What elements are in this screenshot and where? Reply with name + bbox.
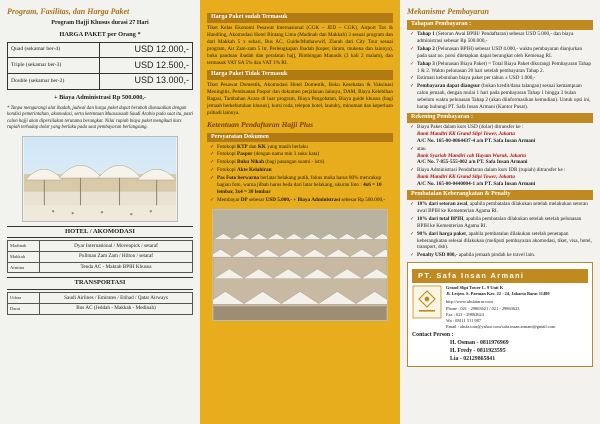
company-name: PT. Safa Insan Armani <box>412 269 588 283</box>
hotel-table <box>7 240 193 273</box>
penalty-text: apabila jemaah pindah ke travel lain. <box>457 252 536 259</box>
account-bank: Bank Mandiri KK Grand Slipi Tower, Jakarta <box>417 131 515 138</box>
hotel-city: Armina <box>8 262 40 273</box>
penalty-key: 90% dari harga paket <box>417 230 466 237</box>
penalty-item <box>410 231 593 251</box>
price-row <box>8 73 193 89</box>
hotel-name: Pullman Zam Zam / Hilton / setaraf <box>40 251 193 262</box>
document-item <box>210 151 393 158</box>
document-key: Paspor <box>237 151 253 158</box>
account-number: A/C No. 7-855-555-002 a/n PT. Safa Insan Armani <box>417 159 528 166</box>
document-key: KK <box>257 143 266 150</box>
price-table <box>7 42 193 90</box>
stage-item <box>410 61 593 75</box>
contact-person: H. Osman - 0811976969 <box>450 340 509 347</box>
stage-text: (bukan kredit/dana talangan) sesuai kemampuan calon jemaah, dengan mulai 1 hari pada pembayaran Tahap 1 hingga 3 bulan sebelum waktu pelunasan Tahap 2 (akan diinformasikan kemudian). Untuk opsi ini, harap hubungi PT. Safa Insan Armani (Kantor Pusat). <box>417 83 591 110</box>
middle-panel <box>200 0 400 424</box>
price-amount: USD 12.500,- <box>99 58 192 74</box>
included-title: Harga Paket sudah Termasuk <box>207 13 393 23</box>
document-text: Fotokopi <box>217 167 238 174</box>
stage-text: (Pelunasan BPIH) sebesar USD 4.000,- waktu pembayaran dianjurkan pada saat no. porsi ditetapkan dapat berangkat oleh Kemenag RI. <box>417 46 583 59</box>
stage-text: (Pelunasan Biaya Paket) = Total Biaya Paket dikurangi Pembayaran Tahap 1 & 2. Waktu pelunasan 20 hari setelah pembayaran Tahap 2. <box>417 60 591 74</box>
document-key: KTP <box>237 143 248 150</box>
document-text: (bagi pasangan suami - istri) <box>264 159 325 166</box>
document-text: Fotokopi <box>217 143 238 150</box>
document-key: 4x6 = 10 lembar, 3x4 = 30 lembar <box>217 182 382 195</box>
excluded-title: Harga Paket Tidak Termasuk <box>207 70 393 80</box>
penalty-item <box>410 252 593 259</box>
penalty-key: 10% dari total BPIH <box>417 216 464 223</box>
company-website[interactable]: http://www.ahsfatarur.com <box>446 298 493 304</box>
left-panel <box>0 0 200 424</box>
account-number: A/C No. 165-00-0064437-4 a/n PT. Safa Insan Armani <box>417 137 536 144</box>
excluded-text: Tiket Pesawat Domestik, Akomodasi Hotel Domestik, Buku Kesehatan & Vaksinasi Meningitis, Pembuatan Paspor dan dokumen perjalanan lainnya, DAM, Biaya Kelebihan Bagasi, Tambahan Acara di luar program, Biaya Pengobatan, Biaya guide khusus (bagi jemaah berkebutuhan khusus), kursi roda, telepon hotel, laundry, minuman dan keperluan pribadi lainnya. <box>207 81 393 116</box>
accounts-bar: Rekening Pembayaran : <box>407 113 593 123</box>
contact-box <box>407 262 593 367</box>
transport-table <box>7 292 193 315</box>
hotel-row <box>8 262 193 273</box>
included-text: Tiket Kelas Ekonomi Pesawat Internasional (CGK – JED – CGK), Airport Tax & Handling, Akomodasi Hotel Bintang Lima (Madinah dan Makkah) 3 sesuai program dan dari Makkah 5 x sehari, Bus AC, Guide/Muthawwif, Ziarah dari City Tour sesuai program, Air Zam-zam 5 ltr, Perlengkapan Ibadah (koper, ihram, mukena dan lainnya), buku panduan ibadah dan peralatan hajj, Bimbingan Manasik (3 kali 2 malam), dan termasuk VAT SA 5% dan VAT 1% RI. <box>207 24 393 66</box>
price-room-type: Double (sekamar ber-2) <box>8 73 100 89</box>
company-fax: Fax : 021 - 29863624 <box>446 312 484 318</box>
company-wa: Wa : 08111 511 987 <box>446 318 482 324</box>
tent-city-photo <box>212 209 388 321</box>
penalty-key: Penalty USD 800,- <box>417 252 458 259</box>
payment-title: Mekanisme Pembayaran <box>407 7 489 16</box>
documents-bar: Persyaratan Dokumen <box>207 133 393 143</box>
price-row <box>8 42 193 58</box>
hotel-row <box>8 251 193 262</box>
company-address: Grand Slipi Tower L. 9 Unit K Jl. Letjen. S. Parman Kav. 22 - 24, Jakarta Barat 11480 <box>446 284 550 296</box>
contact-person: Lia - 02129865841 <box>450 355 496 362</box>
document-text: (dengan nama min 3 suku kata) <box>252 151 320 158</box>
hotel-name: Tenda AC - Maktab BPIH Khusus <box>40 262 193 273</box>
hotel-city: Madinah <box>8 241 40 252</box>
stage-item <box>410 46 593 60</box>
stages-bar: Tahapan Pembayaran : <box>407 20 593 30</box>
penalty-text: , apabila pembatalan dilakukan setelah melakukan setoran awal BPIH ke Kementerian Agama RI. <box>417 201 588 215</box>
document-key: Pas Foto berwarna <box>217 175 260 182</box>
transport-row <box>8 293 193 304</box>
account-bank: Bank Mandiri KK Grand Slipi Tower, Jakarta <box>417 173 515 180</box>
penalty-bar: Pembatalan Keberangkatan & Penalty <box>407 190 593 200</box>
contact-title: Contact Person : <box>412 332 454 339</box>
penalty-item <box>410 216 593 230</box>
penalty-text: , apabila pembatalan dilakukan setelah penetapan keberangkatan selesai dilakukan (meliputi pembayaran akomodasi, tiket, visa, hotel, transport, dsb). <box>417 230 592 251</box>
accounts-list <box>410 124 593 187</box>
transport-mode: Udara <box>8 293 40 304</box>
price-room-type: Quad (sekamar ber-4) <box>8 42 100 58</box>
price-amount: USD 12.000,- <box>99 42 192 58</box>
price-room-type: Triple (sekamar ber-3) <box>8 58 100 74</box>
penalty-key: 10% dari setoran awal <box>417 201 468 208</box>
document-item <box>210 175 393 195</box>
account-number: A/C No. 165-00-0440004-1 a/n PT. Safa Insan Armani <box>417 180 536 187</box>
document-item <box>210 159 393 166</box>
document-item <box>210 144 393 151</box>
penalty-list <box>410 201 593 259</box>
document-key: DP <box>240 196 248 203</box>
hotel-city: Makkah <box>8 251 40 262</box>
account-item <box>410 146 593 166</box>
admin-fee: + Biaya Administrasi Rp 500.000,- <box>53 93 147 101</box>
document-key: Buku Nikah <box>237 159 265 166</box>
transport-name: Saudi Airlines / Emirates / Etihad / Qatar Airways <box>40 293 193 304</box>
stage-item <box>410 83 593 110</box>
company-phone: Phone : 021 - 29863621 / 021 - 29863623 <box>446 306 520 312</box>
hotel-title: HOTEL / AKOMODASI <box>7 226 193 239</box>
document-text: yang masih berlaku <box>265 143 308 150</box>
stage-text: Estimasi kebutuhan biaya paket per tahun ± USD 1.000,- <box>417 75 536 82</box>
stages-list <box>410 31 593 110</box>
stage-item <box>410 31 593 45</box>
price-amount: USD 13.000,- <box>99 73 192 89</box>
stage-key: Tahap 1 <box>417 31 435 38</box>
documents-list <box>210 144 393 204</box>
transport-title: TRANSPORTASI <box>7 277 193 290</box>
mosque-umbrellas-photo <box>22 136 178 222</box>
document-text: Membayar <box>217 196 241 203</box>
right-panel <box>400 0 600 424</box>
stage-text: (Setoran Awal BPIH/ Pendaftaran) sebesar USD 5.000,- dan biaya administrasi sebesar Rp 500.000,- <box>417 31 574 45</box>
penalty-item <box>410 201 593 215</box>
account-intro: ✓ atau <box>417 145 426 152</box>
stage-key: Pembayaran dapat diangsur <box>417 83 481 90</box>
account-intro: ✓ Biaya Administrasi Pendaftaran dalam kurs IDR (rupiah) ditransfer ke : <box>417 167 566 174</box>
price-note: * Tanpa mengurangi alat ibadah, jadwal dan harga paket dapat berubah disesuaikan dengan kondisi pemerintahan, akomodasi, serta ketentuan Muassassah Saudi Arabia pada saat itu, pasti calon hajji akan dipersilakan terutama berangkat. Nilai rupiah biaya paket mengikuti kurs rupiah terhadap dolar yang berlaku pada saat pembayaran berlangsung. <box>7 105 193 131</box>
hotel-row <box>8 241 193 252</box>
stage-key: Tahap 3 <box>417 60 435 67</box>
stage-item <box>410 75 593 82</box>
program-duration: Program Hajji Khusus durasi 27 Hari <box>51 20 149 27</box>
contact-person: H. Fredy - 0811923595 <box>450 347 506 354</box>
document-text: sebesar <box>247 196 266 203</box>
transport-name: Bus AC (Jeddah - Makkah - Medinah) <box>40 303 193 314</box>
document-text: sebesar Rp 500.000,- <box>340 196 386 203</box>
document-text: Fotokopi <box>217 159 238 166</box>
document-item <box>210 167 393 174</box>
registration-title: Ketentuan Pendaftaran Hajji Plus <box>207 119 314 129</box>
company-logo-icon <box>412 285 442 319</box>
company-email[interactable]: Email : ahsfa.tour@yahoo.com/safa.insan.armani@gmail.com <box>446 324 556 330</box>
account-item <box>410 124 593 144</box>
document-text: dan <box>247 143 258 150</box>
penalty-text: , apabila pembatalan dilakukan setelah setelah pelunasan BPIH ke Kementerian Agama RI. <box>417 216 582 229</box>
program-title: Program, Fasilitas, dan Harga Paket <box>7 7 130 16</box>
document-key: Akte Kelahiran <box>237 167 272 174</box>
document-text: Fotokopi <box>217 151 238 158</box>
document-text: berlatar belakang putih, fokus muka harus 80% mencakup bagian foto, warna jilbab harus beda dari latar belakang, ukuran foto : <box>217 175 382 188</box>
document-key: USD 5.000,- + Biaya Administrasi <box>265 196 341 203</box>
transport-mode: Darat <box>8 303 40 314</box>
contact-persons <box>412 332 588 363</box>
stage-key: Tahap 2 <box>417 46 435 53</box>
account-intro: ✓ Biaya Paket dalam kurs USD (dolar) ditransfer ke : <box>417 124 524 131</box>
account-item <box>410 167 593 187</box>
hotel-name: Dyar International / Movenpick / setaraf <box>40 241 193 252</box>
price-header: HARGA PAKET per Orang * <box>59 31 141 39</box>
document-item <box>210 197 393 204</box>
account-bank: Bank Syariah Mandiri cab Hayam Wuruk, Jakarta <box>417 152 527 159</box>
transport-row <box>8 303 193 314</box>
price-row <box>8 58 193 74</box>
